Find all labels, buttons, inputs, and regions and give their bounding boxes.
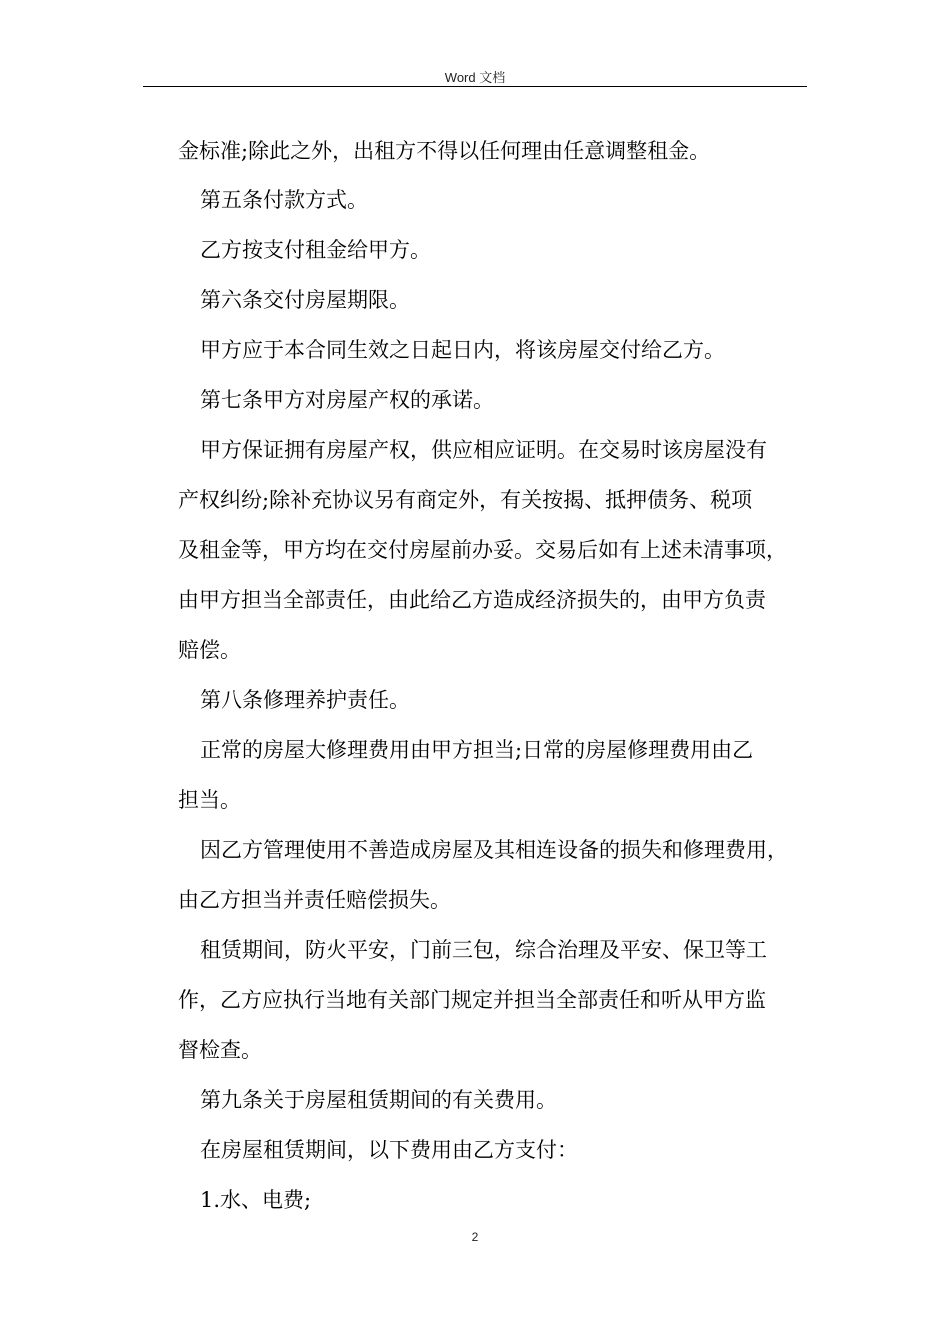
body-line: 第九条关于房屋租赁期间的有关费用。	[200, 1088, 557, 1112]
body-line: 乙方按支付租金给甲方。	[200, 238, 431, 262]
body-line: 甲方保证拥有房屋产权，供应相应证明。在交易时该房屋没有	[200, 438, 767, 462]
body-line: 及租金等，甲方均在交付房屋前办妥。交易后如有上述未清事项，	[178, 538, 787, 562]
body-line: 租赁期间，防火平安，门前三包，综合治理及平安、保卫等工	[200, 938, 767, 962]
body-line: 第八条修理养护责任。	[200, 688, 410, 712]
body-line: 产权纠纷;除补充协议另有商定外，有关按揭、抵押债务、税项	[178, 488, 753, 512]
body-line: 作，乙方应执行当地有关部门规定并担当全部责任和听从甲方监	[178, 988, 766, 1012]
body-line: 督检查。	[178, 1038, 262, 1062]
page-number: 2	[471, 1230, 479, 1244]
body-line: 1.水、电费;	[200, 1188, 312, 1212]
body-line: 第六条交付房屋期限。	[200, 288, 410, 312]
body-line: 由乙方担当并责任赔偿损失。	[178, 888, 451, 912]
body-line: 甲方应于本合同生效之日起日内，将该房屋交付给乙方。	[200, 338, 725, 362]
body-line: 因乙方管理使用不善造成房屋及其相连设备的损失和修理费用，	[200, 838, 788, 862]
page-header: Word 文档	[444, 70, 506, 85]
body-line: 由甲方担当全部责任，由此给乙方造成经济损失的，由甲方负责	[178, 588, 766, 612]
body-line: 金标准;除此之外，出租方不得以任何理由任意调整租金。	[178, 139, 711, 163]
header-divider	[143, 86, 807, 87]
body-line: 在房屋租赁期间，以下费用由乙方支付：	[200, 1138, 578, 1162]
body-line: 第七条甲方对房屋产权的承诺。	[200, 388, 494, 412]
body-line: 正常的房屋大修理费用由甲方担当;日常的房屋修理费用由乙	[200, 738, 754, 762]
body-line: 第五条付款方式。	[200, 188, 368, 212]
body-line: 担当。	[178, 788, 241, 812]
body-line: 赔偿。	[178, 638, 241, 662]
